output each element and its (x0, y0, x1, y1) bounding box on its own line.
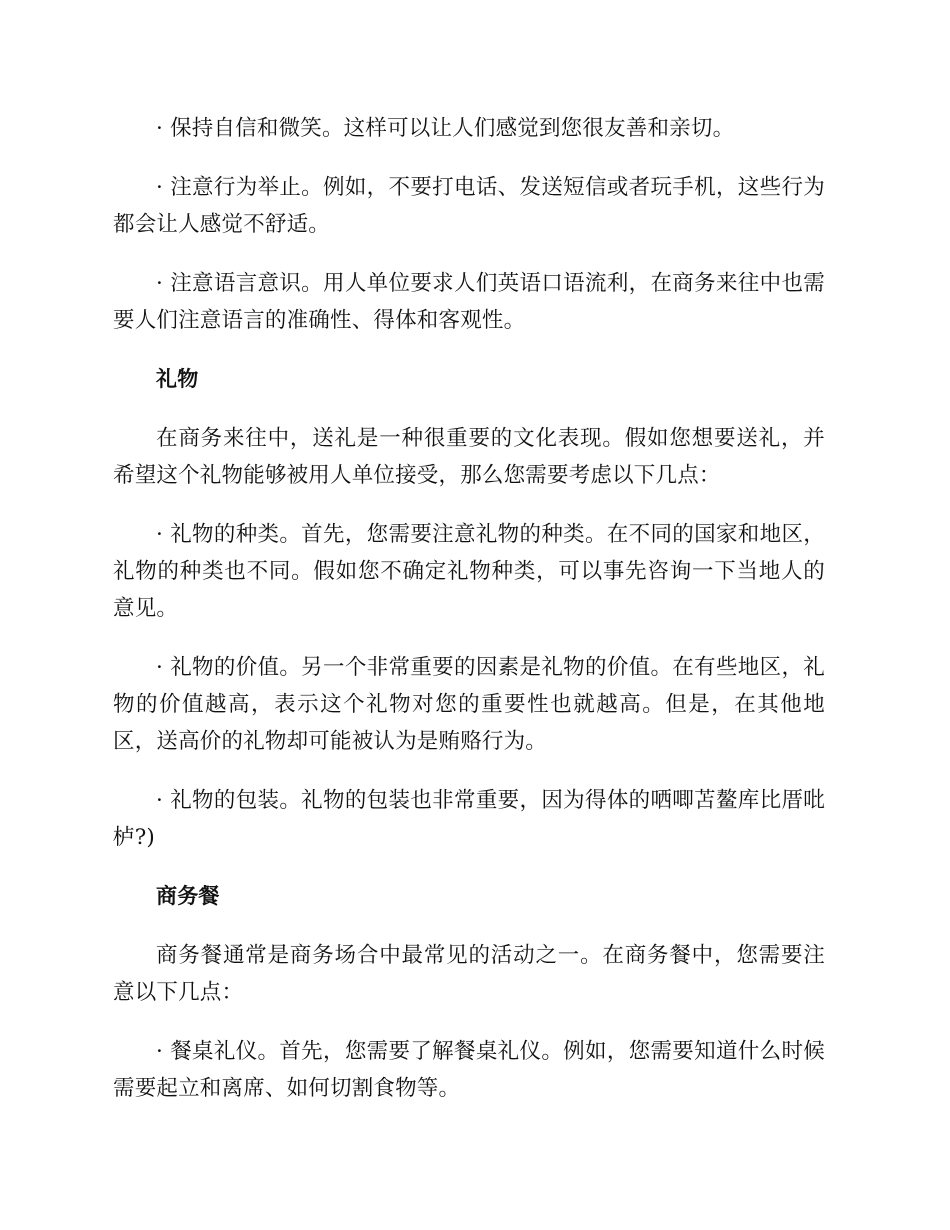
bullet-paragraph: · 礼物的种类。首先，您需要注意礼物的种类。在不同的国家和地区，礼物的种类也不同。假如您不确定礼物种类，可以事先咨询一下当地人的意见。 (113, 522, 825, 621)
bullet-paragraph: · 注意行为举止。例如，不要打电话、发送短信或者玩手机，这些行为都会让人感觉不舒适。 (113, 175, 825, 237)
bullet-paragraph: · 礼物的包装。礼物的包装也非常重要，因为得体的哂唧苫鳌库比厝吡栌?) (113, 788, 825, 850)
bullet-paragraph: · 餐桌礼仪。首先，您需要了解餐桌礼仪。例如，您需要知道什么时候需要起立和离席、如何切割食物等。 (113, 1039, 825, 1101)
body-paragraph: 在商务来往中，送礼是一种很重要的文化表现。假如您想要送礼，并希望这个礼物能够被用人单位接受，那么您需要考虑以下几点： (113, 426, 825, 488)
bullet-paragraph: · 保持自信和微笑。这样可以让人们感觉到您很友善和亲切。 (156, 116, 735, 141)
bullet-paragraph: · 礼物的价值。另一个非常重要的因素是礼物的价值。在有些地区，礼物的价值越高，表示这个礼物对您的重要性也就越高。但是，在其他地区，送高价的礼物却可能被认为是贿赂行为。 (113, 655, 825, 754)
document-body (113, 110, 825, 1129)
bullet-paragraph: · 注意语言意识。用人单位要求人们英语口语流利，在商务来往中也需要人们注意语言的准确性、得体和客观性。 (113, 271, 825, 333)
section-heading-gifts: 礼物 (156, 367, 199, 391)
body-paragraph: 商务餐通常是商务场合中最常见的活动之一。在商务餐中，您需要注意以下几点： (113, 943, 825, 1005)
section-heading-business-meal: 商务餐 (156, 884, 220, 908)
